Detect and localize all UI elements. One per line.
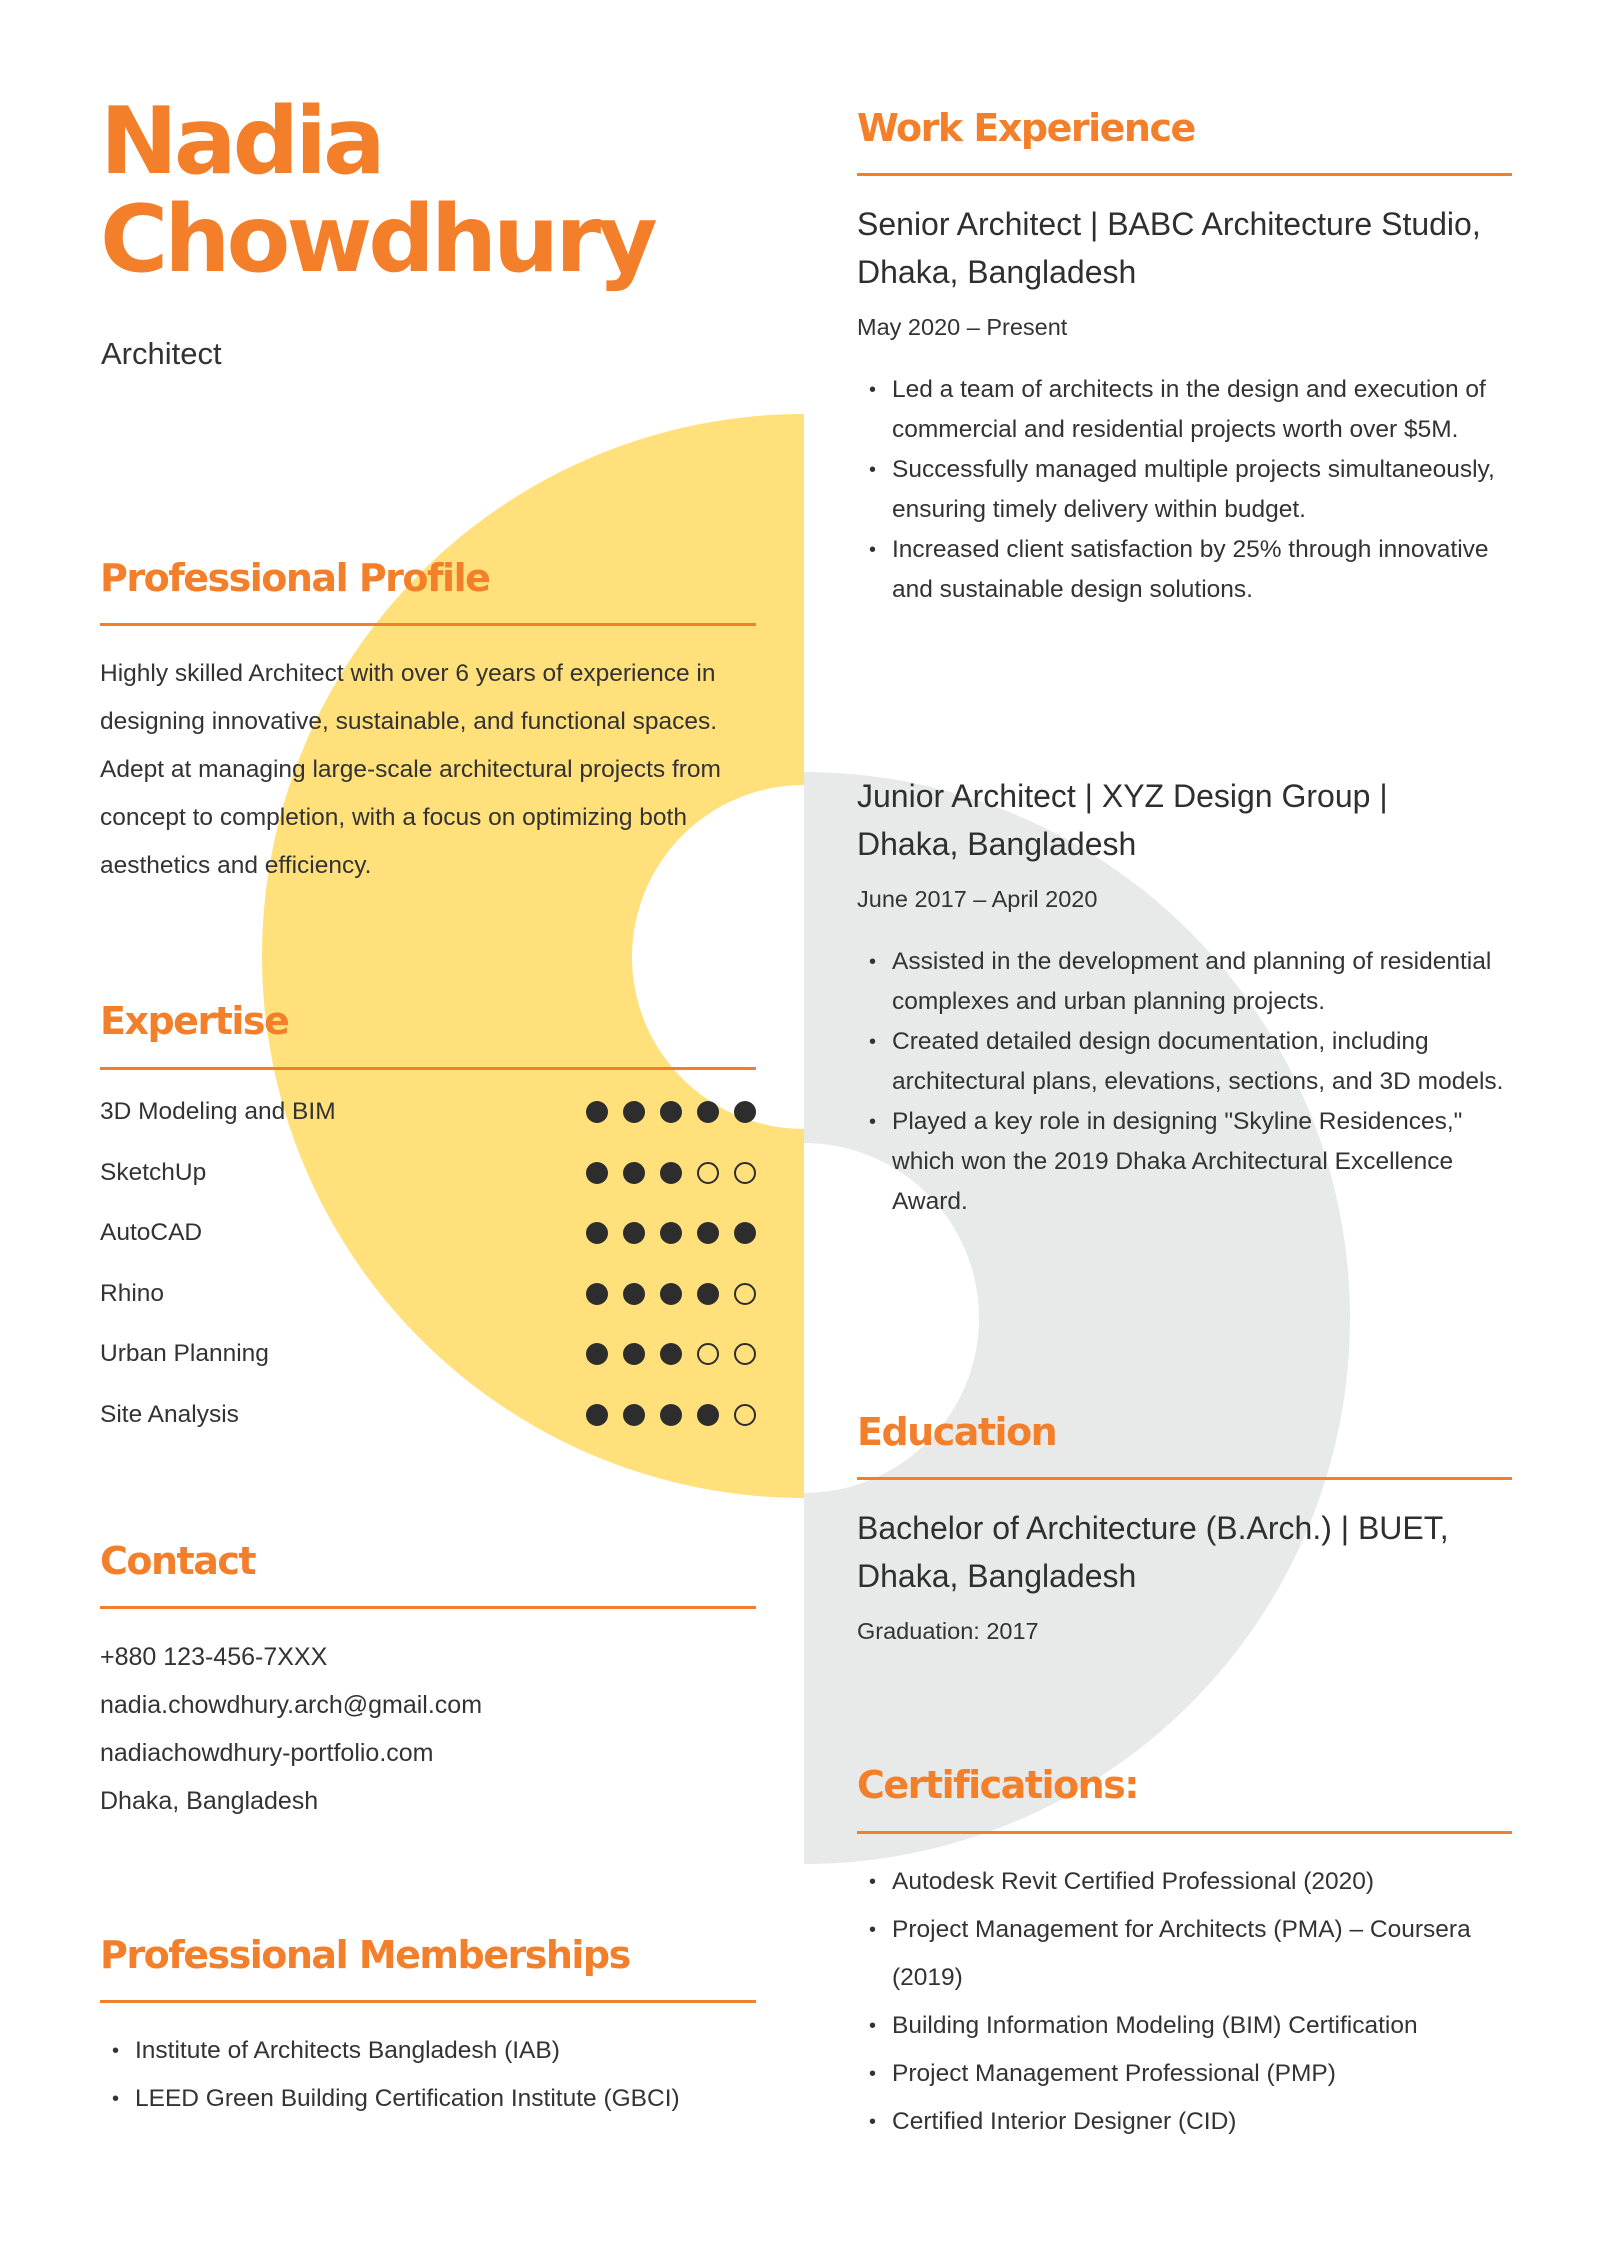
contact-email[interactable]: nadia.chowdhury.arch@gmail.com (100, 1691, 483, 1719)
job-2-bullets (857, 942, 1522, 1222)
job-2-title: Junior Architect | XYZ Design Group | Dhaka, Bangladesh (857, 778, 1388, 862)
skill-name: SketchUp (100, 1158, 207, 1186)
rating-dot-filled (697, 1283, 719, 1305)
job-bullet: • Created detailed design documentation, including architectural plans, elevations, sections, and 3D models. (857, 1022, 1522, 1102)
rating-dot-filled (623, 1101, 645, 1123)
skill-row (100, 1213, 756, 1253)
certifications-list (857, 1858, 1497, 2146)
job-bullet: • Assisted in the development and planning of residential complexes and urban planning projects. (857, 942, 1522, 1022)
education-graduation: Graduation: 2017 (857, 1618, 1039, 1644)
rating-dot-empty (697, 1343, 719, 1365)
rating-dot-filled (660, 1101, 682, 1123)
rating-dot-empty (734, 1404, 756, 1426)
membership-item: • Institute of Architects Bangladesh (IAB) (100, 2027, 780, 2075)
contact-heading: Contact (100, 1539, 256, 1583)
job-1-title: Senior Architect | BABC Architecture Studio, Dhaka, Bangladesh (857, 206, 1481, 290)
education-degree: Bachelor of Architecture (B.Arch.) | BUET, Dhaka, Bangladesh (857, 1510, 1449, 1594)
profile-text: Highly skilled Architect with over 6 years of experience in designing innovative, sustainable, and functional spaces. Adept at managing large-scale architectural projects from concept to completion, with a focus on optimizing both aesthetics and efficiency. (100, 660, 721, 879)
rating-dot-filled (734, 1222, 756, 1244)
rating-dot-filled (660, 1343, 682, 1365)
rating-dot-filled (623, 1162, 645, 1184)
rating-dot-filled (697, 1101, 719, 1123)
rating-dot-filled (623, 1222, 645, 1244)
skill-rating (586, 1404, 756, 1426)
expertise-heading: Expertise (100, 999, 289, 1043)
job-bullet: • Led a team of architects in the design and execution of commercial and residential projects worth over $5M. (857, 370, 1522, 450)
experience-heading: Work Experience (857, 106, 1195, 150)
skill-rating (586, 1222, 756, 1244)
skill-rating (586, 1343, 756, 1365)
education-divider (857, 1477, 1512, 1480)
certification-item: • Building Information Modeling (BIM) Certification (857, 2002, 1497, 2050)
skill-name: 3D Modeling and BIM (100, 1098, 336, 1125)
rating-dot-empty (734, 1343, 756, 1365)
rating-dot-filled (623, 1283, 645, 1305)
candidate-name (100, 87, 800, 293)
expertise-divider (100, 1067, 756, 1070)
skill-row (100, 1395, 756, 1435)
rating-dot-filled (586, 1101, 608, 1123)
name-last: Chowdhury (100, 185, 654, 293)
education-heading: Education (857, 1410, 1057, 1454)
rating-dot-filled (660, 1404, 682, 1426)
memberships-heading: Professional Memberships (100, 1933, 630, 1977)
skill-row (100, 1153, 756, 1193)
contact-phone[interactable]: +880 123-456-7XXX (100, 1643, 328, 1671)
profile-heading: Professional Profile (100, 556, 490, 600)
job-2-dates: June 2017 – April 2020 (857, 886, 1098, 912)
skill-rating (586, 1101, 756, 1123)
rating-dot-filled (697, 1222, 719, 1244)
name-first: Nadia (100, 87, 382, 195)
rating-dot-filled (586, 1162, 608, 1184)
job-bullet: • Increased client satisfaction by 25% through innovative and sustainable design solutions. (857, 530, 1522, 610)
memberships-divider (100, 2000, 756, 2003)
certification-item: • Project Management Professional (PMP) (857, 2050, 1497, 2098)
rating-dot-filled (734, 1101, 756, 1123)
certification-item: • Certified Interior Designer (CID) (857, 2098, 1497, 2146)
skill-row (100, 1274, 756, 1314)
rating-dot-filled (586, 1222, 608, 1244)
gray-half-ring (804, 772, 1350, 1864)
contact-location: Dhaka, Bangladesh (100, 1787, 319, 1815)
job-bullet: • Played a key role in designing "Skyline Residences," which won the 2019 Dhaka Architectural Excellence Award. (857, 1102, 1522, 1222)
rating-dot-filled (586, 1404, 608, 1426)
job-bullet: • Successfully managed multiple projects simultaneously, ensuring timely delivery within budget. (857, 450, 1522, 530)
contact-block (100, 1633, 482, 1825)
skill-name: Site Analysis (100, 1400, 239, 1428)
rating-dot-filled (623, 1404, 645, 1426)
contact-website[interactable]: nadiachowdhury-portfolio.com (100, 1739, 434, 1767)
membership-item: • LEED Green Building Certification Institute (GBCI) (100, 2075, 780, 2123)
rating-dot-empty (734, 1162, 756, 1184)
skill-rating (586, 1283, 756, 1305)
skill-rating (586, 1162, 756, 1184)
rating-dot-filled (660, 1162, 682, 1184)
rating-dot-filled (660, 1283, 682, 1305)
job-1-dates: May 2020 – Present (857, 314, 1068, 340)
skill-row (100, 1334, 756, 1374)
rating-dot-empty (734, 1283, 756, 1305)
skill-name: Urban Planning (100, 1340, 269, 1367)
certifications-divider (857, 1831, 1512, 1834)
skill-name: Rhino (100, 1279, 165, 1307)
rating-dot-filled (623, 1343, 645, 1365)
certification-item: • Autodesk Revit Certified Professional (2020) (857, 1858, 1497, 1906)
rating-dot-filled (660, 1222, 682, 1244)
rating-dot-empty (697, 1162, 719, 1184)
job-title: Architect (101, 336, 222, 371)
rating-dot-filled (586, 1283, 608, 1305)
skill-row (100, 1092, 756, 1132)
certification-item: • Project Management for Architects (PMA) – Coursera (2019) (857, 1906, 1497, 2002)
skill-name: AutoCAD (100, 1219, 203, 1246)
certifications-heading: Certifications: (857, 1763, 1138, 1807)
rating-dot-filled (697, 1404, 719, 1426)
job-1-bullets (857, 370, 1522, 610)
contact-divider (100, 1606, 756, 1609)
experience-divider (857, 173, 1512, 176)
memberships-list (100, 2027, 780, 2123)
rating-dot-filled (586, 1343, 608, 1365)
profile-divider (100, 623, 756, 626)
